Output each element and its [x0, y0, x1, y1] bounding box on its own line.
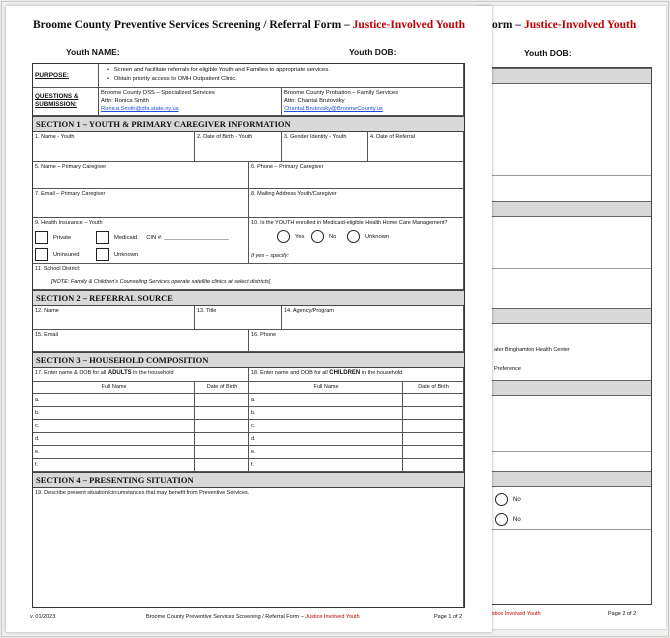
page2-section-bar: [492, 308, 651, 324]
field-youth-name[interactable]: 1. Name - Youth: [33, 132, 195, 162]
page2-section-bar: [492, 380, 651, 396]
enrollment-no-option[interactable]: No: [311, 230, 336, 243]
child-name-cell[interactable]: [249, 459, 403, 472]
field-school-district[interactable]: 11. School District: [NOTE: Family & Children's Counseling Services operate satellite clinics at select districts]: [33, 264, 464, 290]
child-name-cell[interactable]: [249, 407, 403, 420]
row-letter: a.: [251, 397, 256, 403]
field-caregiver-name[interactable]: 5. Name – Primary Caregiver: [33, 162, 249, 189]
child-dob-cell[interactable]: [403, 433, 464, 446]
purpose-label: PURPOSE:: [35, 72, 69, 79]
insurance-unknown-option[interactable]: Unknown: [96, 248, 138, 261]
field-referrer-phone[interactable]: 16. Phone: [249, 330, 464, 352]
children-dob-header: Date of Birth: [418, 384, 449, 390]
adult-name-cell[interactable]: [33, 433, 195, 446]
page2-section-bar: [492, 68, 651, 84]
child-dob-cell[interactable]: [403, 459, 464, 472]
row-letter: c.: [35, 423, 40, 429]
children-heading: 18. Enter name and DOB for all CHILDREN in the household: [249, 368, 464, 382]
child-name-cell[interactable]: [249, 394, 403, 407]
page2-form: [492, 67, 652, 605]
probation-email-link[interactable]: Chantal.Brutovsky@BroomeCounty.us: [284, 106, 383, 112]
footer-center: Broome County Preventive Services Screening / Referral Form – Justice Involved Youth: [146, 614, 360, 620]
row-letter: e.: [251, 449, 256, 455]
form-title: Broome County Preventive Services Screening / Referral Form – Justice-Involved Youth: [32, 19, 466, 31]
youth-dob-label: Youth DOB:: [349, 47, 397, 57]
row-letter: b.: [251, 410, 256, 416]
field-date-of-referral[interactable]: 4. Date of Referral: [368, 132, 464, 162]
page2-health-center: ater Binghamton Health Center: [494, 347, 570, 353]
satellite-clinic-note: [NOTE: Family & Children's Counseling Services operate satellite clinics at select districts]: [51, 279, 271, 285]
child-dob-cell[interactable]: [403, 394, 464, 407]
adult-dob-cell[interactable]: [195, 459, 249, 472]
child-name-cell[interactable]: [249, 433, 403, 446]
insurance-uninsured-option[interactable]: Uninsured: [35, 248, 79, 261]
page2-dob-label: Youth DOB:: [524, 48, 572, 58]
enrollment-yes-option[interactable]: Yes: [277, 230, 304, 243]
page-1: [6, 6, 492, 632]
checkbox-icon: [96, 248, 109, 261]
section-1-header: SECTION 1 – YOUTH & PRIMARY CAREGIVER INFORMATION: [33, 116, 464, 132]
radio-circle-icon: [277, 230, 290, 243]
referral-form: [32, 63, 465, 608]
page2-no-option-1[interactable]: No: [495, 493, 521, 506]
adult-dob-cell[interactable]: [195, 420, 249, 433]
footer-version: v. 01/2023: [30, 614, 56, 620]
field-caregiver-email[interactable]: 7. Email – Primary Caregiver: [33, 189, 249, 218]
page2-section-bar: [492, 201, 651, 217]
page2-section-bar: [492, 471, 651, 487]
adult-name-cell[interactable]: [33, 420, 195, 433]
adults-fullname-header: Full Name: [101, 384, 127, 390]
section-2-header: SECTION 2 – REFERRAL SOURCE: [33, 290, 464, 306]
section-4-header: SECTION 4 – PRESENTING SITUATION: [33, 472, 464, 488]
questions-label: QUESTIONS & SUBMISSION:: [35, 93, 79, 108]
purpose-bullet-2: • Obtain priority access to OMH Outpatient Clinic.: [107, 76, 237, 82]
child-dob-cell[interactable]: [403, 407, 464, 420]
field-referrer-name[interactable]: 12. Name: [33, 306, 195, 330]
radio-circle-icon: [495, 493, 508, 506]
purpose-content: [99, 64, 464, 88]
child-dob-cell[interactable]: [403, 446, 464, 459]
field-caregiver-phone[interactable]: 6. Phone – Primary Caregiver: [249, 162, 464, 189]
row-letter: c.: [251, 423, 256, 429]
page2-title: orm – Justice-Involved Youth: [492, 19, 637, 31]
page2-preference: Preference: [494, 366, 521, 372]
child-dob-cell[interactable]: [403, 420, 464, 433]
adult-dob-cell[interactable]: [195, 446, 249, 459]
enrollment-unknown-option[interactable]: Unknown: [347, 230, 389, 243]
insurance-medicaid-option[interactable]: Medicaid CIN #: ____________________: [96, 231, 229, 244]
field-mailing-address[interactable]: 8. Mailing Address Youth/Caregiver: [249, 189, 464, 218]
adult-name-cell[interactable]: [33, 394, 195, 407]
child-name-cell[interactable]: [249, 420, 403, 433]
radio-circle-icon: [347, 230, 360, 243]
field-youth-dob[interactable]: 2. Date of Birth - Youth: [195, 132, 282, 162]
adult-name-cell[interactable]: [33, 407, 195, 420]
page2-footer-page: Page 2 of 2: [608, 611, 637, 617]
page-2: [478, 6, 666, 629]
checkbox-icon: [35, 248, 48, 261]
if-yes-specify[interactable]: If yes – specify:: [251, 253, 289, 259]
field-health-home-enrollment: 10. Is the YOUTH enrolled in Medicaid-eligible Health Home Care Management? Yes No Unknown If yes – specify:: [249, 218, 464, 264]
adult-dob-cell[interactable]: [195, 433, 249, 446]
adult-dob-cell[interactable]: [195, 407, 249, 420]
insurance-private-option[interactable]: Private: [35, 231, 71, 244]
checkbox-icon: [35, 231, 48, 244]
field-referrer-email[interactable]: 15. Email: [33, 330, 249, 352]
field-presenting-situation[interactable]: 19. Describe present situation/circumstances that may benefit from Preventive Services.: [33, 488, 464, 607]
row-letter: b.: [35, 410, 40, 416]
dss-contact: Broome County DSS – Specialized Services Attn: Ronica Smith Ronica.Smith@dfa.state.ny.us: [99, 88, 282, 116]
adult-dob-cell[interactable]: [195, 394, 249, 407]
section-3-header: SECTION 3 – HOUSEHOLD COMPOSITION: [33, 352, 464, 368]
cin-field[interactable]: CIN #: ____________________: [146, 234, 229, 241]
row-letter: f.: [35, 462, 39, 468]
dss-email-link[interactable]: Ronica.Smith@dfa.state.ny.us: [101, 106, 179, 112]
row-letter: e.: [35, 449, 40, 455]
page2-footer-left: stice Involved Youth: [492, 611, 541, 617]
page2-no-option-2[interactable]: No: [495, 513, 521, 526]
probation-contact: Broome County Probation – Family Services Attn: Chantal Brutovsky Chantal.Brutovsky@BroomeCounty.us: [282, 88, 464, 116]
row-letter: d.: [251, 436, 256, 442]
child-name-cell[interactable]: [249, 446, 403, 459]
field-gender-identity[interactable]: 3. Gender Identity - Youth: [282, 132, 368, 162]
row-letter: a.: [35, 397, 40, 403]
radio-circle-icon: [311, 230, 324, 243]
checkbox-icon: [96, 231, 109, 244]
adults-dob-header: Date of Birth: [206, 384, 238, 390]
youth-name-label: Youth NAME:: [66, 47, 120, 57]
row-letter: f.: [251, 462, 255, 468]
adult-name-cell[interactable]: [33, 459, 195, 472]
children-fullname-header: Full Name: [313, 384, 339, 390]
adult-name-cell[interactable]: [33, 446, 195, 459]
purpose-bullet-1: • Screen and facilitate referrals for eligible Youth and Families to appropriate services.: [107, 67, 330, 73]
field-referrer-title[interactable]: 13. Title: [195, 306, 282, 330]
footer-page-number: Page 1 of 2: [434, 614, 463, 620]
field-health-insurance: 9. Health Insurance – Youth Private Medicaid CIN #: ____________________ Uninsured Unknown: [33, 218, 249, 264]
radio-circle-icon: [495, 513, 508, 526]
adults-heading: 17. Enter name & DOB for all ADULTS in the household: [33, 368, 249, 382]
field-agency-program[interactable]: 14. Agency/Program: [282, 306, 464, 330]
row-letter: d.: [35, 436, 40, 442]
